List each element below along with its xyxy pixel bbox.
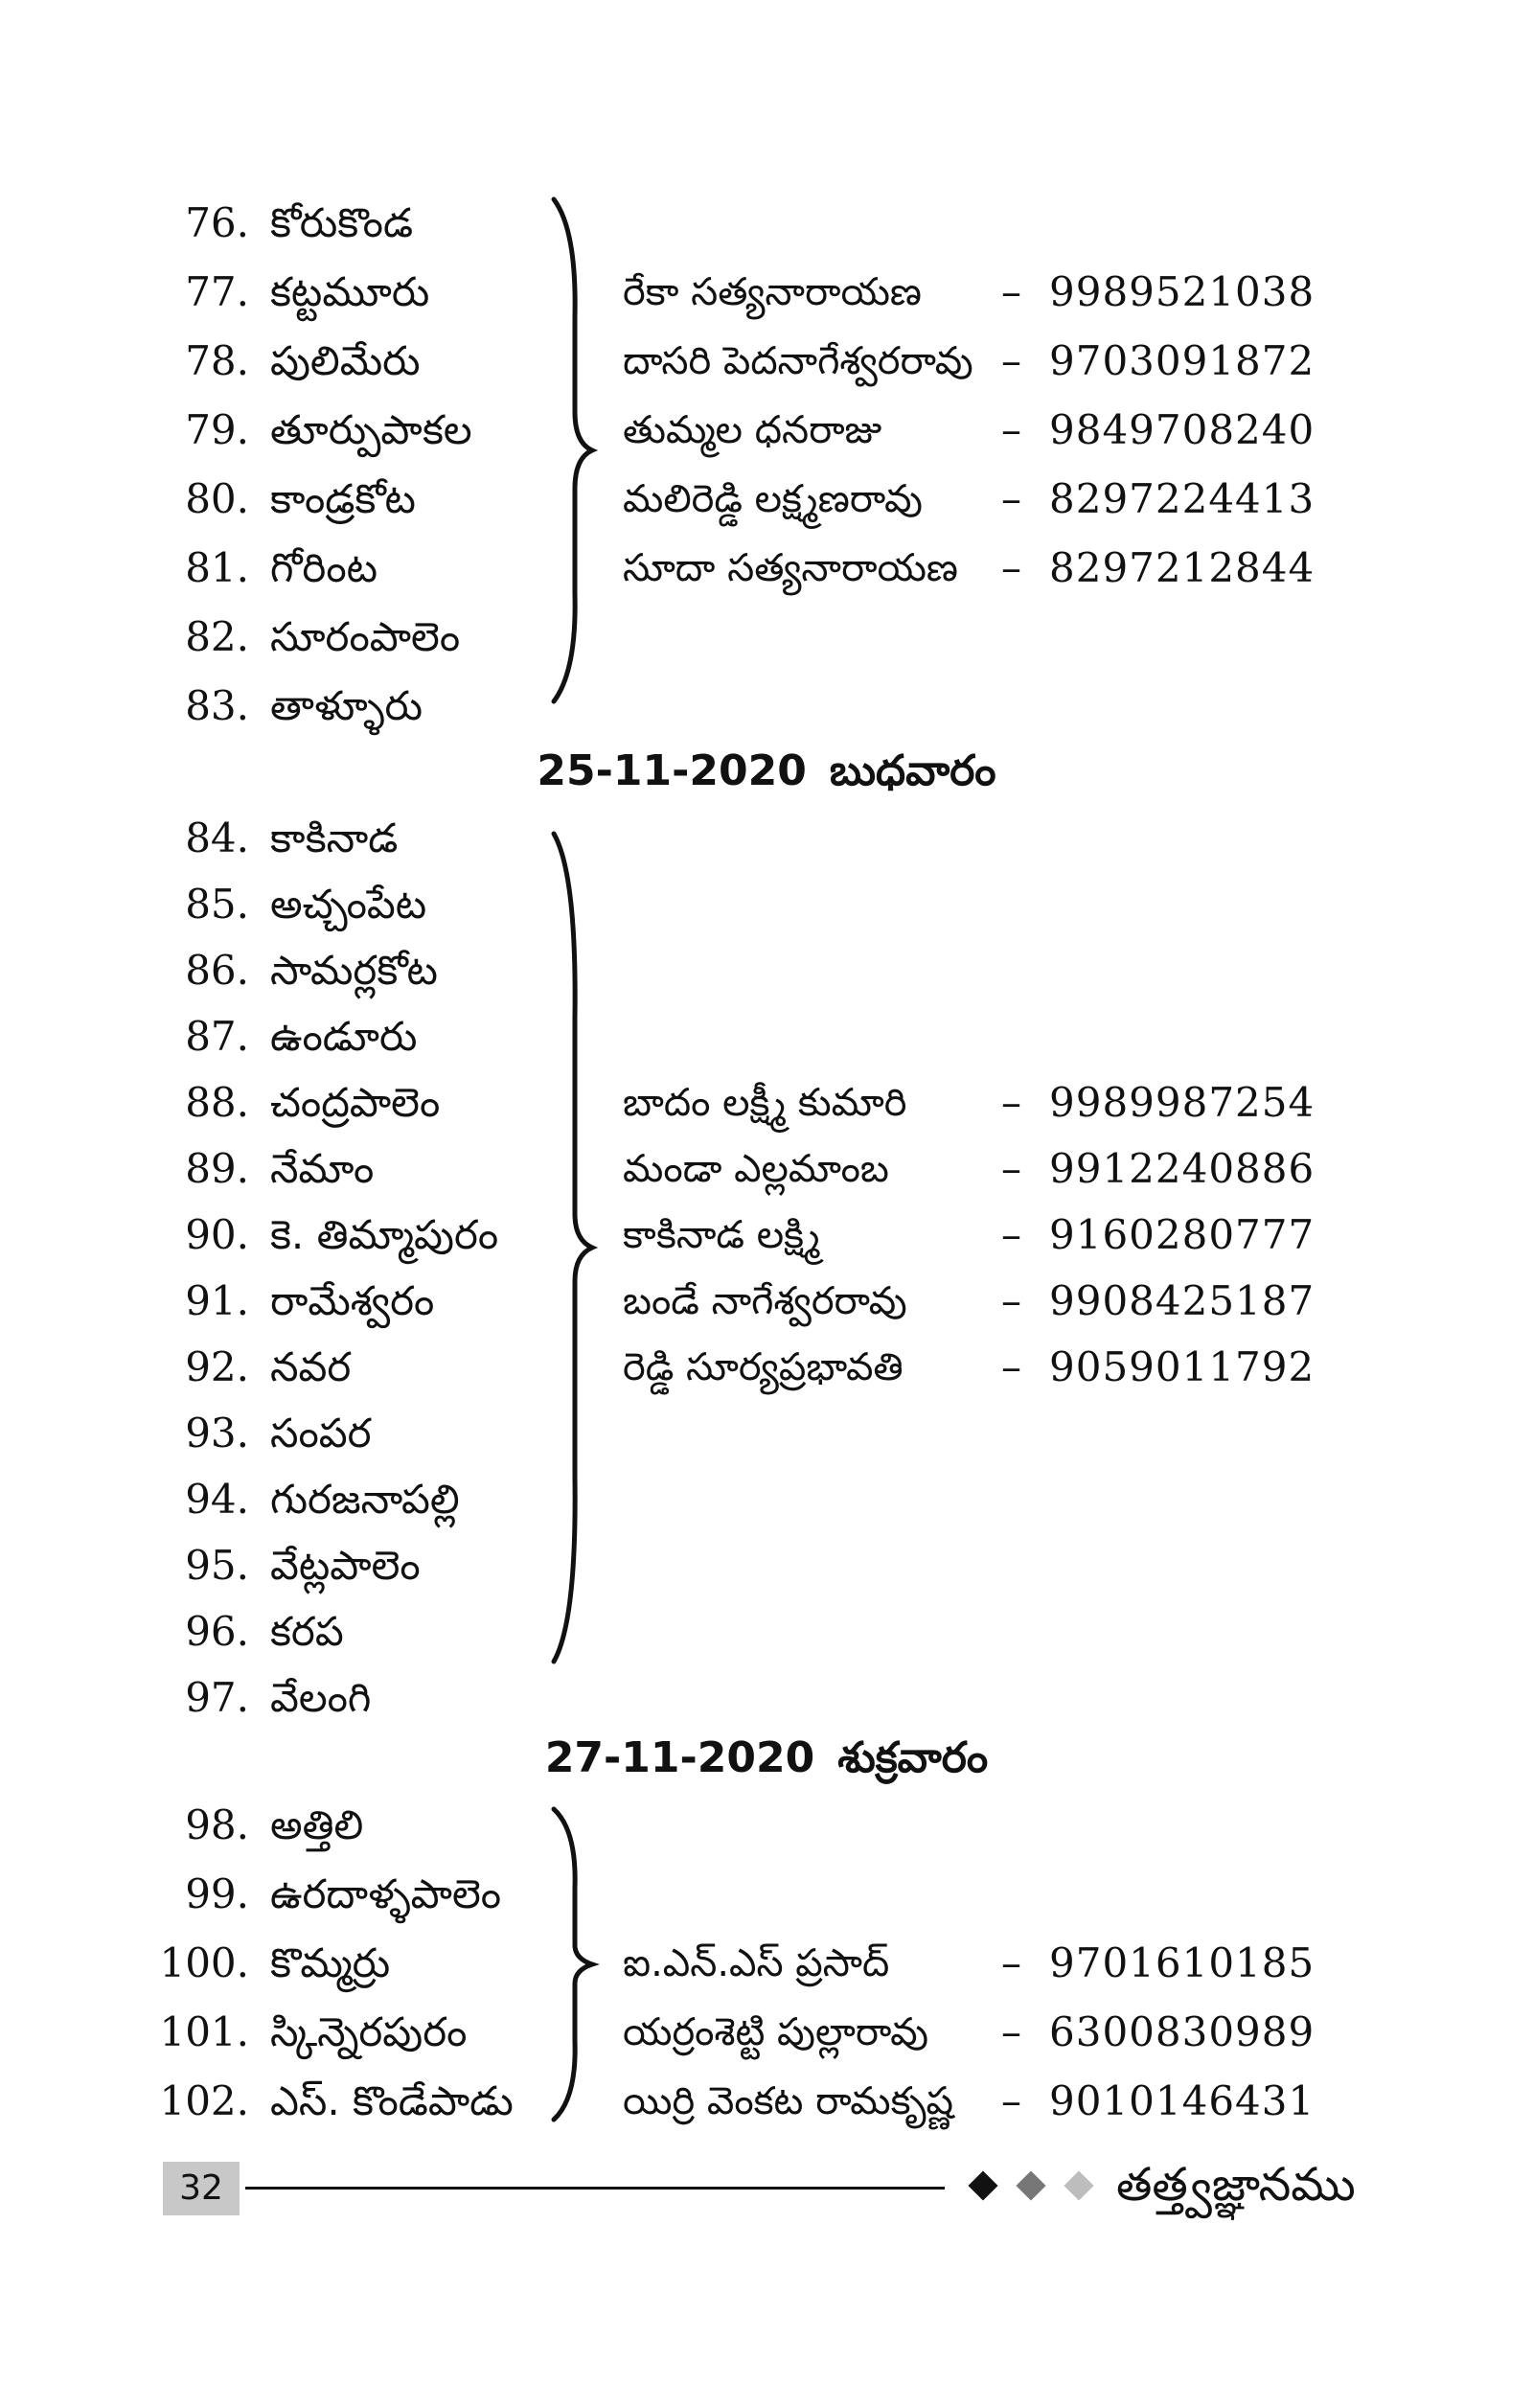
contact-name: రెడ్డి సూర్యప్రభావతి [623,1345,904,1389]
place-name: కట్టమూరు [270,268,430,315]
separator-dash: – [1001,268,1021,315]
contact-name: యర్రంశెట్టి పుల్లారావు [623,2010,928,2054]
phone-number: 9703091872 [1049,337,1316,384]
item-number: 86. [185,947,249,994]
place-name: చంద్రపాలెం [270,1079,441,1126]
item-number: 77. [185,268,249,315]
item-number: 97. [185,1674,249,1721]
place-name: రామేశ్వరం [270,1277,435,1324]
contact-name: ఐ.ఎన్.ఎస్ ప్రసాద్ [623,1941,890,1985]
place-name: అచ్చంపేట [270,881,427,928]
item-number: 94. [185,1476,249,1523]
place-name: కొమ్మర్రు [270,1939,391,1986]
grouping-brace [537,826,594,1669]
page-number: 32 [163,2162,240,2215]
separator-dash: – [1001,1145,1021,1192]
separator-dash: – [1001,406,1021,453]
contact-name: బాదం లక్ష్మీ కుమారి [623,1081,907,1125]
place-name: తూర్పుపాకల [270,406,472,453]
item-number: 89. [185,1145,249,1192]
separator-dash: – [1001,1079,1021,1126]
diamond-icon [1016,2170,1045,2200]
item-number: 85. [185,881,249,928]
item-number: 84. [185,814,249,861]
phone-number: 6300830989 [1049,2008,1316,2055]
contact-name: తుమ్మల ధనరాజు [623,408,882,452]
separator-dash: – [1001,1277,1021,1324]
item-number: 76. [185,199,249,246]
item-number: 90. [185,1211,249,1258]
heading-day: బుధవారం [829,746,996,795]
contact-name: కాకినాడ లక్ష్మి [623,1213,820,1257]
place-name: కోరుకొండ [270,199,414,246]
place-name: గురజనాపల్లి [270,1476,460,1523]
separator-dash: – [1001,544,1021,591]
separator-dash: – [1001,475,1021,522]
heading-date: 25-11-2020 [537,746,807,795]
separator-dash: – [1001,1211,1021,1258]
place-name: సామర్లకోట [270,947,438,994]
place-name: తాళ్ళూరు [270,682,423,729]
phone-number: 9908425187 [1049,1277,1316,1324]
item-number: 101. [159,2008,249,2055]
item-number: 95. [185,1542,249,1589]
item-number: 78. [185,337,249,384]
separator-dash: – [1001,2077,1021,2124]
date-heading [0,738,1533,805]
place-name: వేలంగి [270,1674,372,1721]
place-name: నవర [270,1343,352,1390]
heading-day: శుక్రవారం [837,1733,989,1782]
item-number: 88. [185,1079,249,1126]
place-name: పులిమేరు [270,337,421,384]
place-name: ఉండూరు [270,1013,418,1060]
contact-name: మండా ఎల్లమాంబ [623,1147,889,1191]
contact-name: రేకా సత్యనారాయణ [623,270,922,314]
place-name: కాకినాడ [270,814,399,861]
separator-dash: – [1001,1343,1021,1390]
item-number: 96. [185,1608,249,1655]
grouping-brace [537,1801,594,2127]
phone-number: 9160280777 [1049,1211,1316,1258]
separator-dash: – [1001,2008,1021,2055]
place-name: స్కిన్నెరపురం [270,2008,468,2055]
item-number: 80. [185,475,249,522]
item-number: 81. [185,544,249,591]
phone-number: 9989521038 [1049,268,1316,315]
place-name: ఎస్. కొండేపాడు [270,2077,514,2124]
item-number: 83. [185,682,249,729]
heading-date: 27-11-2020 [544,1733,815,1782]
item-number: 92. [185,1343,249,1390]
date-heading [0,1725,1533,1792]
phone-number: 9010146431 [1049,2077,1316,2124]
place-name: సంపర [270,1410,372,1456]
contact-name: మలిరెడ్డి లక్ష్మణరావు [623,477,923,521]
item-number: 82. [185,613,249,660]
place-name: నేమాం [270,1145,375,1192]
item-number: 102. [159,2077,249,2124]
book-title: తత్త్వజ్ఞానము [1116,2158,1356,2212]
phone-number: 9849708240 [1049,406,1316,453]
item-number: 98. [185,1801,249,1848]
footer-rule [245,2187,945,2190]
phone-number: 9059011792 [1049,1343,1316,1390]
place-name: కాండ్రకోట [270,475,416,522]
item-number: 87. [185,1013,249,1060]
phone-number: 9989987254 [1049,1079,1316,1126]
contact-name: బండే నాగేశ్వరరావు [623,1279,907,1323]
item-number: 100. [159,1939,249,1986]
phone-number: 8297212844 [1049,544,1316,591]
diamond-icon [968,2170,997,2200]
contact-name: యిర్రి వెంకట రామకృష్ణ [623,2079,954,2123]
place-name: ఉరదాళ్ళపాలెం [270,1870,502,1917]
item-number: 99. [185,1870,249,1917]
item-number: 79. [185,406,249,453]
item-number: 91. [185,1277,249,1324]
diamond-icon [1064,2170,1093,2200]
place-name: గోరింట [270,544,378,591]
item-number: 93. [185,1410,249,1456]
place-name: వేట్లపాలెం [270,1542,421,1589]
phone-number: 8297224413 [1049,475,1316,522]
place-name: అత్తిలి [270,1801,364,1848]
phone-number: 9701610185 [1049,1939,1316,1986]
separator-dash: – [1001,1939,1021,1986]
phone-number: 9912240886 [1049,1145,1316,1192]
contact-name: సూదా సత్యనారాయణ [623,546,958,590]
contact-name: దాసరి పెదనాగేశ్వరరావు [623,339,973,383]
place-name: కరప [270,1608,344,1655]
separator-dash: – [1001,337,1021,384]
place-name: కె. తిమ్మాపురం [270,1211,499,1258]
grouping-brace [537,192,594,709]
place-name: సూరంపాలెం [270,613,461,660]
